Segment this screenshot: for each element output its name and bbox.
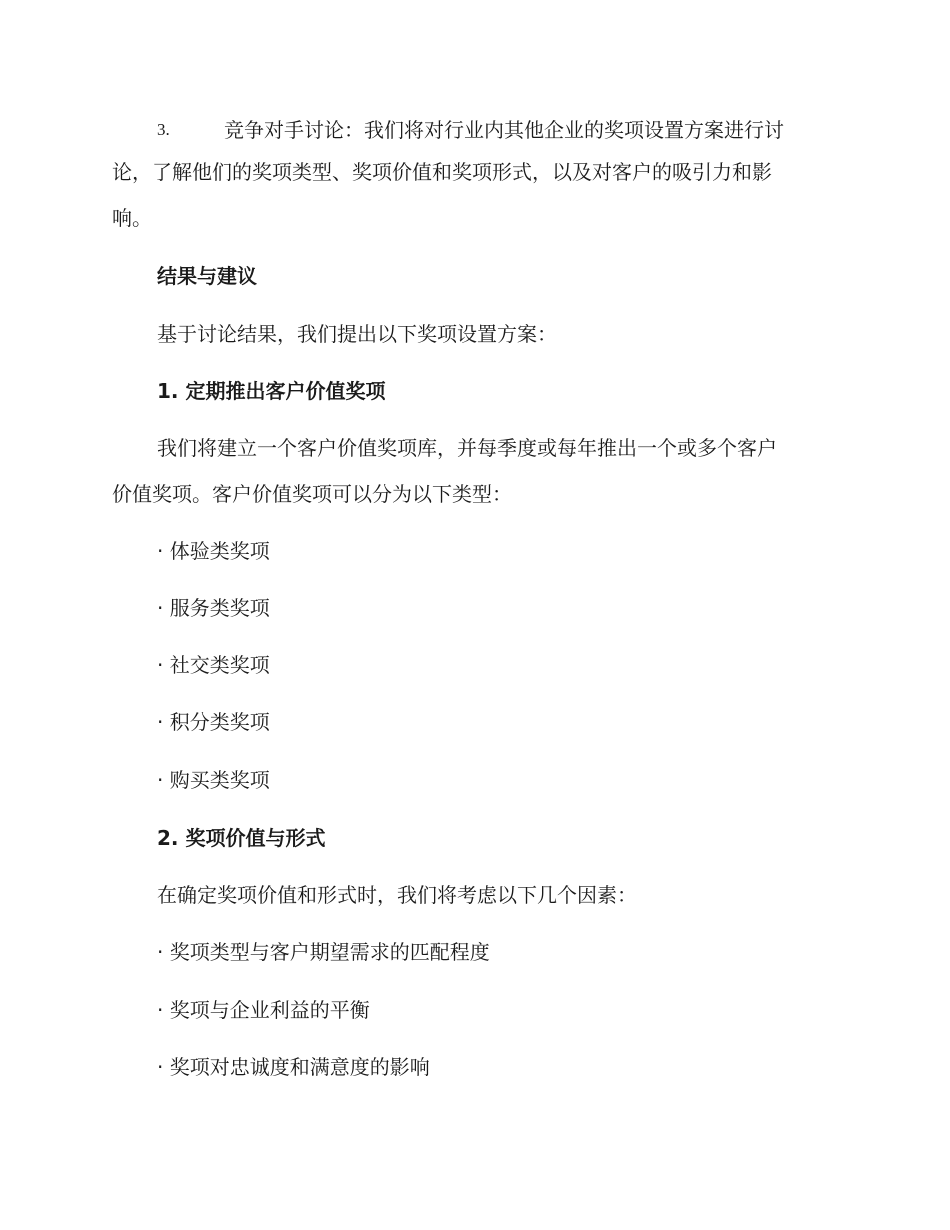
- discussion-line-3: 响。: [112, 206, 152, 230]
- results-intro: 基于讨论结果，我们提出以下奖项设置方案：: [157, 322, 557, 346]
- bullet-item-social: · 社交类奖项: [157, 653, 270, 677]
- section-1-para-line-2: 价值奖项。客户价值奖项可以分为以下类型：: [112, 482, 512, 506]
- section-2-intro: 在确定奖项价值和形式时，我们将考虑以下几个因素：: [157, 883, 637, 907]
- bullet-item-balance: · 奖项与企业利益的平衡: [157, 998, 370, 1022]
- bullet-item-points: · 积分类奖项: [157, 710, 270, 734]
- list-number: 3.: [157, 120, 170, 139]
- discussion-line-2: 论，了解他们的奖项类型、奖项价值和奖项形式，以及对客户的吸引力和影: [112, 160, 772, 184]
- section-1-para-line-1: 我们将建立一个客户价值奖项库，并每季度或每年推出一个或多个客户: [157, 436, 777, 460]
- discussion-line-1: 竞争对手讨论：我们将对行业内其他企业的奖项设置方案进行讨: [224, 118, 784, 142]
- bullet-item-purchase: · 购买类奖项: [157, 768, 270, 792]
- bullet-item-match: · 奖项类型与客户期望需求的匹配程度: [157, 940, 490, 964]
- section-1-heading: 1. 定期推出客户价值奖项: [157, 379, 386, 403]
- section-2-heading: 2. 奖项价值与形式: [157, 826, 326, 850]
- results-heading: 结果与建议: [157, 264, 257, 288]
- bullet-item-loyalty: · 奖项对忠诚度和满意度的影响: [157, 1055, 430, 1079]
- bullet-item-experience: · 体验类奖项: [157, 539, 270, 563]
- bullet-item-service: · 服务类奖项: [157, 596, 270, 620]
